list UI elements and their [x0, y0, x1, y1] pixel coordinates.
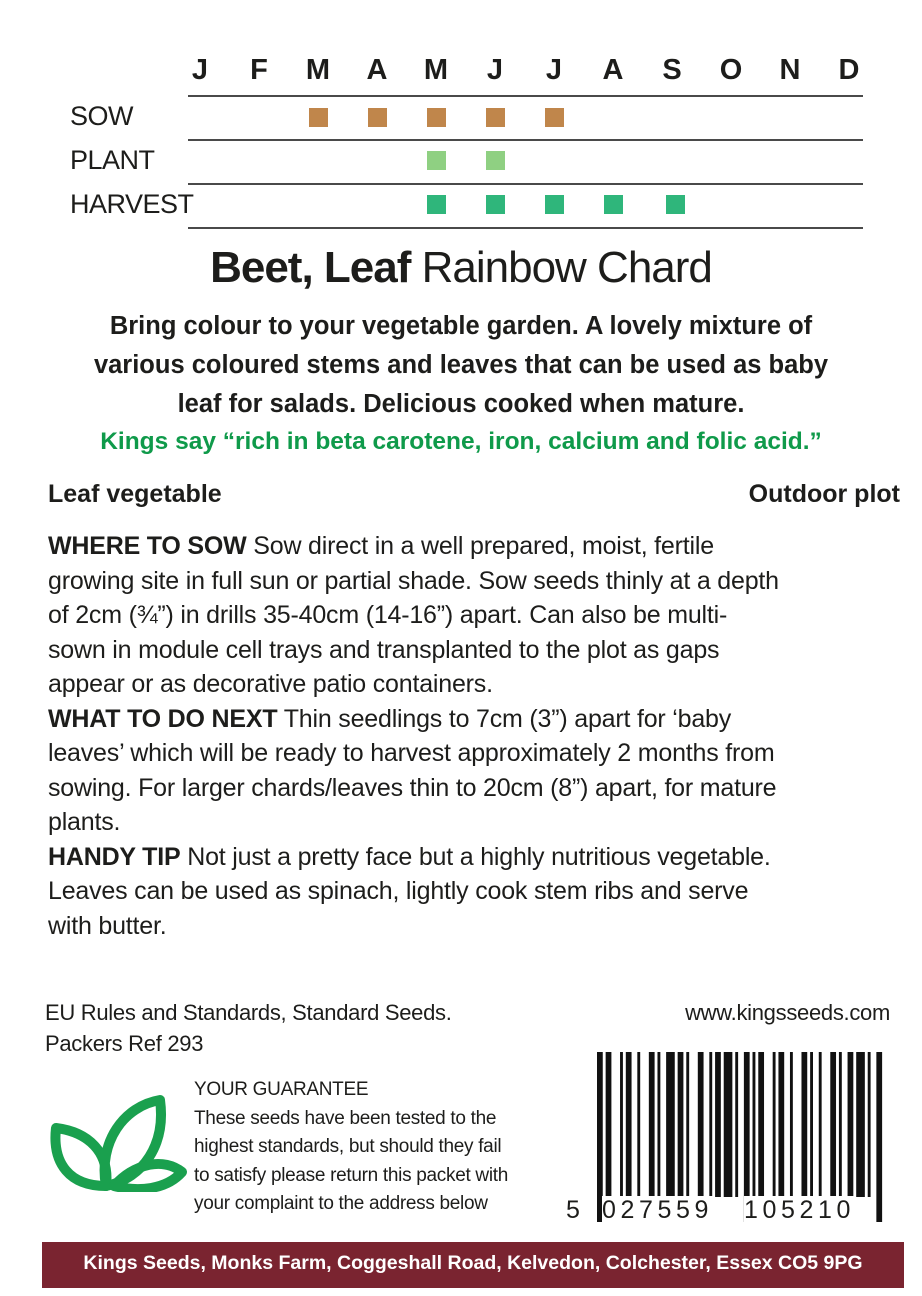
marker-plant: [427, 151, 446, 170]
footer-address: Kings Seeds, Monks Farm, Coggeshall Road, Kelvedon, Colchester, Essex CO5 9PG: [83, 1252, 863, 1274]
marker-harvest: [545, 195, 564, 214]
guarantee-line: to satisfy please return this packet with: [194, 1164, 509, 1186]
section-where-to-sow: [48, 529, 898, 702]
intro-line: Bring colour to your vegetable garden. A lovely mixture of: [109, 312, 813, 340]
barcode-bar: [698, 1052, 704, 1197]
barcode-bar: [686, 1052, 689, 1197]
barcode-bar: [856, 1052, 865, 1197]
barcode-bar: [790, 1052, 793, 1197]
month-label: N: [779, 54, 801, 86]
barcode-bar: [778, 1052, 784, 1197]
kings-quote: Kings say “rich in beta carotene, iron, calcium and folic acid.”: [100, 428, 822, 455]
standards-line: EU Rules and Standards, Standard Seeds.: [45, 1000, 452, 1025]
barcode-bar: [735, 1052, 738, 1197]
section-heading: HANDY TIP: [48, 842, 181, 871]
section-line: Thin seedlings to 7cm (3”) apart for ‘baby: [277, 704, 732, 733]
section-line: leaves’ which will be ready to harvest approximately 2 months from: [48, 739, 775, 767]
title-bold: Beet, Leaf: [210, 243, 411, 292]
barcode-bar: [848, 1052, 854, 1197]
month-label: F: [250, 54, 268, 86]
barcode-group-2: 105210: [744, 1196, 856, 1224]
barcode-bar: [724, 1052, 733, 1197]
barcode-bar: [620, 1052, 623, 1197]
marker-sow: [368, 108, 387, 127]
marker-harvest: [604, 195, 623, 214]
marker-sow: [309, 108, 328, 127]
section-heading: WHERE TO SOW: [48, 532, 247, 560]
month-label: S: [662, 54, 682, 86]
month-label: A: [366, 54, 388, 86]
product-title: [0, 243, 922, 293]
section-line: growing site in full sun or partial shade. Sow seeds thinly at a depth: [48, 566, 779, 595]
marker-plant: [486, 151, 505, 170]
barcode-bar: [657, 1052, 660, 1197]
marker-sow: [486, 108, 505, 127]
barcode-bar: [876, 1052, 882, 1222]
guarantee: [194, 1076, 574, 1219]
guarantee-line: These seeds have been tested to the: [194, 1107, 497, 1129]
barcode-bar: [678, 1052, 684, 1197]
barcode-lead-digit: 5: [566, 1196, 580, 1224]
section-line: sown in module cell trays and transplanted to the plot as gaps: [48, 635, 720, 664]
section-line: appear or as decorative patio containers.: [48, 670, 493, 698]
instructions: [48, 529, 898, 943]
row-label-plant: PLANT: [70, 145, 155, 175]
section-line: sowing. For larger chards/leaves thin to 20cm (8”) apart, for mature: [48, 773, 777, 802]
month-label: J: [191, 54, 209, 86]
barcode-bar: [753, 1052, 756, 1197]
month-label: A: [602, 54, 624, 86]
barcode-bar: [830, 1052, 836, 1197]
month-label: M: [305, 54, 331, 86]
section-what-to-do-next: [48, 702, 898, 840]
marker-harvest: [666, 195, 685, 214]
barcode-bar: [810, 1052, 813, 1197]
barcode-bar: [758, 1052, 764, 1197]
title-variety: Rainbow Chard: [421, 243, 712, 292]
location-tag: Outdoor plot: [748, 480, 900, 508]
intro-line: various coloured stems and leaves that can be used as baby: [93, 351, 829, 379]
marker-harvest: [427, 195, 446, 214]
section-line: Leaves can be used as spinach, lightly cook stem ribs and serve: [48, 877, 749, 905]
section-handy-tip: [48, 840, 898, 944]
section-line: plants.: [48, 808, 121, 836]
row-label-sow: SOW: [70, 101, 133, 131]
row-label-harvest: HARVEST: [70, 189, 194, 219]
calendar-divider: [188, 139, 863, 141]
section-line: of 2cm (¾”) in drills 35-40cm (14-16”) apart. Can also be multi-: [48, 601, 728, 629]
month-label: J: [545, 54, 563, 86]
month-label: J: [486, 54, 504, 86]
guarantee-line: highest standards, but should they fail: [194, 1136, 502, 1158]
month-label: M: [423, 54, 449, 86]
marker-harvest: [486, 195, 505, 214]
barcode-bar: [637, 1052, 640, 1197]
month-label: D: [838, 54, 860, 86]
barcode-bar: [773, 1052, 776, 1197]
intro-line: leaf for salads. Delicious cooked when mature.: [177, 390, 745, 418]
section-heading: WHAT TO DO NEXT: [48, 704, 278, 733]
section-line: Not just a pretty face but a highly nutritious vegetable.: [180, 842, 771, 871]
barcode-bar: [709, 1052, 712, 1197]
marker-sow: [545, 108, 564, 127]
barcode-bar: [839, 1052, 842, 1197]
footer-bar: [42, 1242, 904, 1288]
section-line: with butter.: [48, 911, 167, 940]
barcode-bar: [626, 1052, 632, 1197]
packers-ref: Packers Ref 293: [45, 1031, 204, 1056]
barcode-bar: [666, 1052, 675, 1197]
barcode-bar: [819, 1052, 822, 1197]
green-leaves-icon: [48, 1092, 188, 1192]
barcode-bar: [715, 1052, 721, 1197]
barcode-bar: [801, 1052, 807, 1197]
calendar-divider: [188, 227, 863, 229]
calendar-divider: [188, 183, 863, 185]
section-line: Sow direct in a well prepared, moist, fertile: [246, 532, 714, 560]
barcode-group-1: 027559: [602, 1196, 714, 1224]
website-link[interactable]: www.kingsseeds.com: [685, 1000, 890, 1025]
marker-sow: [427, 108, 446, 127]
guarantee-title: YOUR GUARANTEE: [194, 1079, 369, 1100]
barcode-bar: [649, 1052, 655, 1197]
guarantee-line: your complaint to the address below: [194, 1193, 488, 1215]
calendar-divider: [188, 95, 863, 97]
category-tag: Leaf vegetable: [48, 480, 222, 508]
month-label: O: [719, 54, 743, 86]
barcode-bar: [868, 1052, 871, 1197]
intro-text: [40, 307, 882, 424]
